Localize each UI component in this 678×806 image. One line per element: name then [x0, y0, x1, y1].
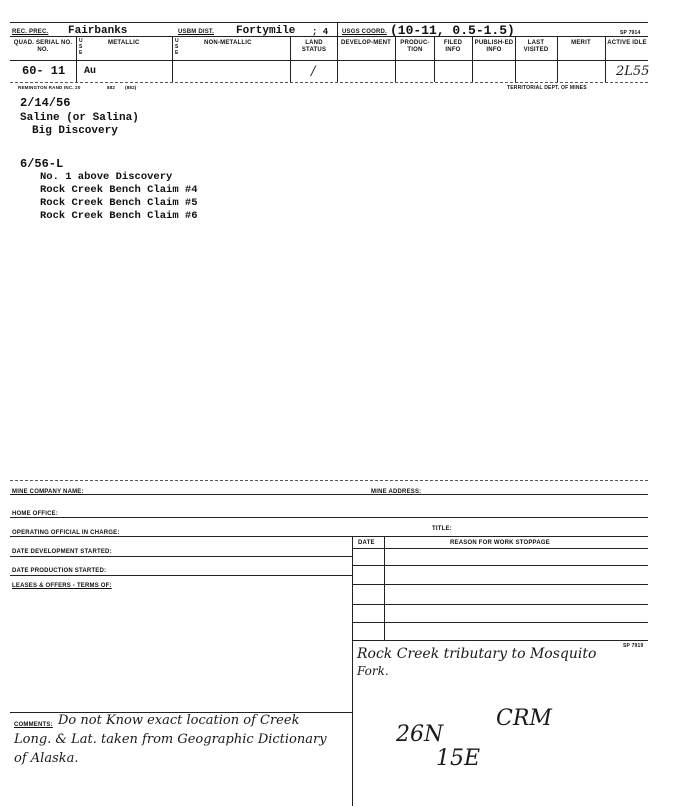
col-divider: [515, 36, 516, 82]
company-rule: [10, 494, 648, 495]
metallic-value: Au: [84, 66, 97, 77]
form-number: SP 7914: [620, 30, 641, 36]
header-divider: [337, 22, 338, 36]
land-status-value: /: [311, 64, 316, 79]
remark-line-1: Rock Creek tributary to Mosquito: [357, 646, 597, 662]
col-divider: [290, 36, 291, 82]
col-divider: [557, 36, 558, 82]
col-divider: [172, 36, 173, 82]
reason-column-header: REASON FOR WORK STOPPAGE: [450, 540, 550, 546]
stoppage-row: [352, 584, 648, 585]
printer-code: 882: [107, 85, 116, 90]
stoppage-row: [352, 622, 648, 623]
prod-started-rule: [10, 575, 352, 576]
use-header: U S E: [79, 38, 83, 56]
top-rule: [10, 22, 648, 23]
rec-prec-label: REC. PREC.: [12, 29, 49, 35]
date-column-header: DATE: [358, 540, 375, 546]
home-office-rule: [10, 517, 648, 518]
quad-serial-header: QUAD. SERIAL NO. NO.: [13, 40, 73, 53]
active-idle-header: ACTIVE IDLE: [607, 40, 647, 46]
use-header-2: U S E: [175, 38, 179, 56]
comment-line-3: of Alaska.: [14, 751, 79, 766]
rec-prec-value: Fairbanks: [68, 25, 128, 37]
usgs-coord-value: (10-11, 0.5-1.5): [390, 23, 515, 38]
stoppage-header-rule: [352, 548, 648, 549]
col-divider: [434, 36, 435, 82]
prod-started-label: DATE PRODUCTION STARTED:: [12, 568, 107, 574]
date-column-divider: [384, 536, 385, 640]
operating-official-label: OPERATING OFFICIAL IN CHARGE:: [12, 530, 120, 536]
main-vertical-divider: [352, 536, 353, 806]
header-row-rule: [10, 36, 648, 37]
home-office-label: HOME OFFICE:: [12, 511, 59, 517]
note-date-2: 6/56-L: [20, 157, 64, 171]
column-header-rule: [10, 60, 648, 61]
note-date-1: 2/14/56: [20, 96, 71, 110]
comments-label: COMMENTS:: [14, 722, 53, 728]
development-header: DEVELOP-MENT: [340, 40, 392, 46]
stoppage-row: [352, 604, 648, 605]
usbm-dist-value: Fortymile: [236, 25, 296, 37]
usbm-dist-suffix: ; 4: [312, 27, 329, 37]
form-number-2: SP 7919: [623, 643, 644, 649]
data-row-rule: [10, 82, 648, 83]
filed-info-header: FILED INFO: [443, 40, 463, 53]
note-line-3: No. 1 above Discovery: [40, 171, 173, 183]
mine-company-name-label: MINE COMPANY NAME:: [12, 489, 84, 495]
usgs-coord-label: USGS COORD.: [342, 29, 387, 35]
col-divider: [76, 36, 77, 82]
remark-line-2: Fork.: [357, 664, 389, 678]
range-value: 15E: [436, 746, 481, 771]
production-header: PRODUC-TION: [400, 40, 430, 53]
note-line-5: Rock Creek Bench Claim #5: [40, 197, 198, 209]
serial-value: 60- 11: [22, 64, 66, 78]
mine-address-label: MINE ADDRESS:: [371, 489, 422, 495]
lower-top-rule: [10, 480, 648, 481]
stoppage-row: [352, 565, 648, 566]
territorial-dept: TERRITORIAL DEPT. OF MINES: [507, 85, 587, 91]
comment-line-1: Do not Know exact location of Creek: [58, 713, 300, 728]
printer-note: REMINGTON RAND INC. 20: [18, 85, 81, 90]
last-visited-header: LAST VISITED: [523, 40, 549, 53]
note-line-6: Rock Creek Bench Claim #6: [40, 210, 198, 222]
note-line-1: Saline (or Salina): [20, 112, 139, 124]
stoppage-row: [352, 640, 648, 641]
official-rule: [10, 536, 648, 537]
title-label: TITLE:: [432, 526, 452, 532]
usbm-dist-label: USBM DIST.: [178, 29, 215, 35]
non-metallic-header: NON-METALLIC: [204, 40, 252, 46]
col-divider: [472, 36, 473, 82]
col-divider: [337, 36, 338, 82]
printer-code-2: (882): [125, 85, 137, 90]
land-status-header: LAND STATUS: [301, 40, 327, 53]
note-line-4: Rock Creek Bench Claim #4: [40, 184, 198, 196]
township-value: 26N: [396, 722, 444, 747]
col-divider: [395, 36, 396, 82]
metallic-header: METALLIC: [108, 40, 140, 46]
col-divider: [605, 36, 606, 82]
dev-started-rule: [10, 556, 352, 557]
leases-label: LEASES & OFFERS - TERMS OF:: [12, 583, 112, 589]
note-line-2: Big Discovery: [32, 125, 118, 137]
published-info-header: PUBLISH-ED INFO: [474, 40, 514, 53]
merit-header: MERIT: [571, 40, 591, 46]
meridian-value: CRM: [496, 706, 552, 731]
active-idle-value: 2L55: [616, 64, 650, 79]
dev-started-label: DATE DEVELOPMENT STARTED:: [12, 549, 112, 555]
comment-line-2: Long. & Lat. taken from Geographic Dictionary: [14, 732, 327, 747]
